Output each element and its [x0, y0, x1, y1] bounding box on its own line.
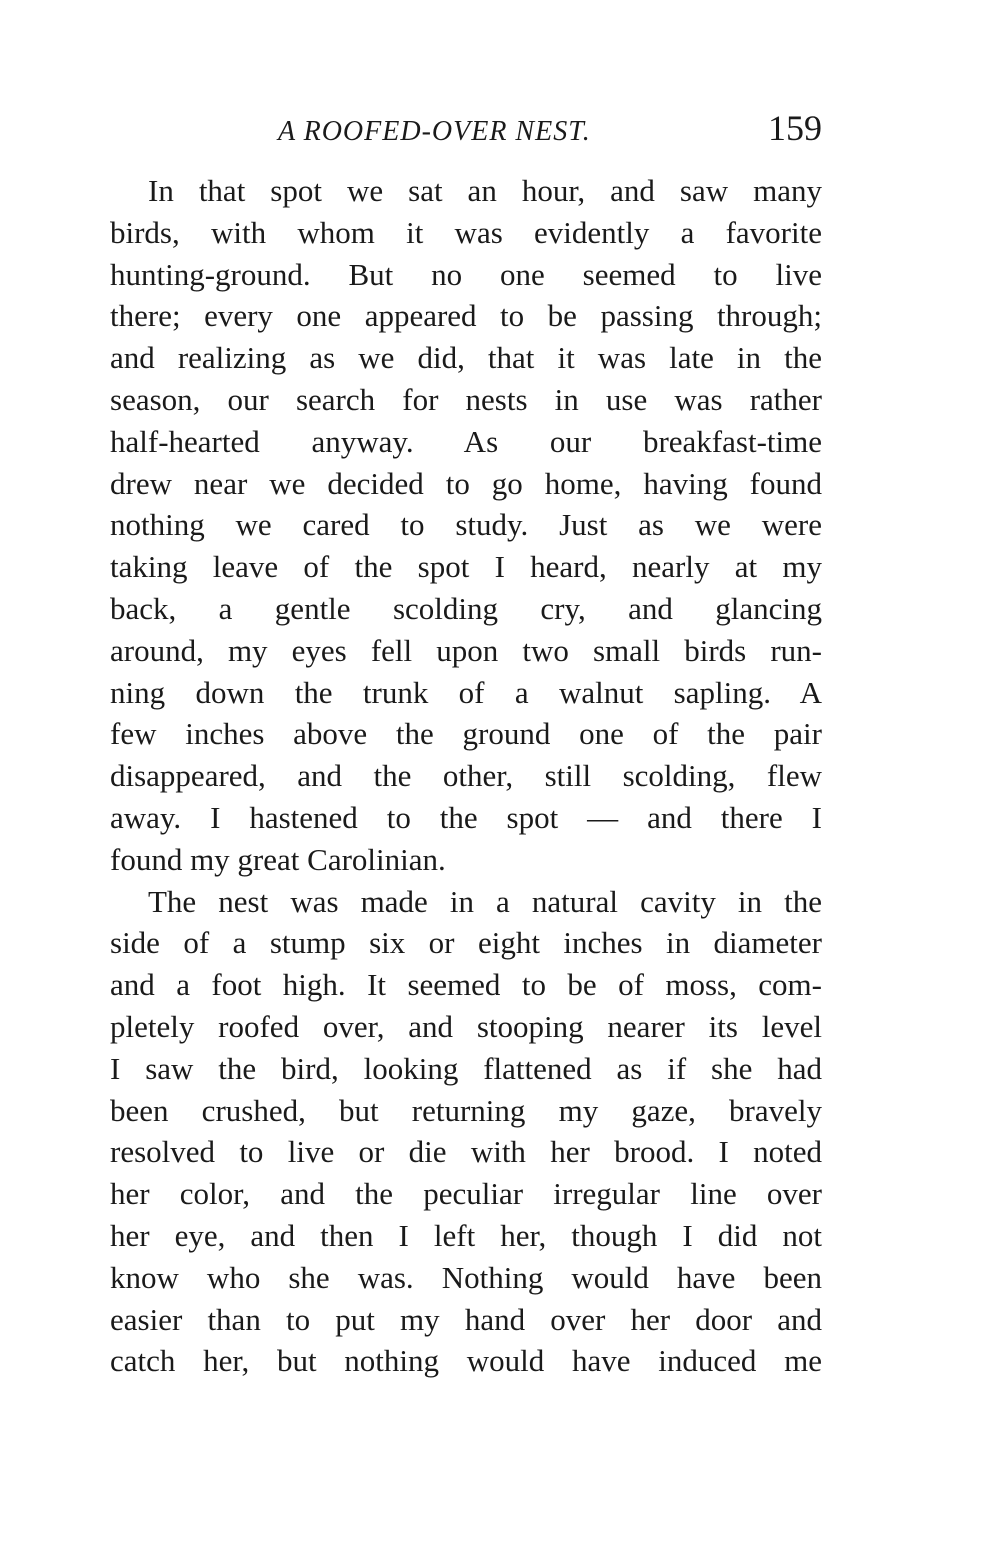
text-line: away. I hastened to the spot — and there I [110, 799, 822, 835]
body-text [110, 170, 822, 1382]
text-line: and a foot high. It seemed to be of moss, com- [110, 967, 822, 1003]
text-line: taking leave of the spot I heard, nearly at my [110, 549, 822, 585]
text-line: her eye, and then I left her, though I did not [110, 1217, 822, 1253]
text-line: In that spot we sat an hour, and saw many [148, 173, 822, 208]
text-line: back, a gentle scolding cry, and glancing [110, 590, 822, 626]
paragraph-1 [110, 170, 822, 881]
text-line: been crushed, but returning my gaze, bravely [110, 1092, 822, 1128]
text-line: around, my eyes fell upon two small birds run- [110, 632, 822, 668]
text-line: and realizing as we did, that it was late in the [110, 340, 822, 376]
text-line: hunting-ground. But no one seemed to live [110, 256, 822, 292]
text-line: nothing we cared to study. Just as we were [110, 507, 822, 543]
text-line: easier than to put my hand over her door and [110, 1301, 822, 1337]
text-line: found my great Carolinian. [110, 841, 446, 877]
text-line: resolved to live or die with her brood. I noted [110, 1134, 822, 1170]
page-number: 159 [768, 108, 822, 148]
text-line: The nest was made in a natural cavity in the [148, 883, 822, 919]
text-line: birds, with whom it was evidently a favorite [110, 214, 822, 250]
text-line: pletely roofed over, and stooping nearer its level [110, 1008, 822, 1044]
text-line: season, our search for nests in use was rather [110, 381, 822, 417]
running-head [110, 108, 822, 152]
text-line: know who she was. Nothing would have been [110, 1259, 822, 1295]
text-line: disappeared, and the other, still scolding, flew [110, 758, 822, 794]
text-line: I saw the bird, looking flattened as if she had [110, 1050, 822, 1086]
paragraph-2 [110, 881, 822, 1383]
text-line: her color, and the peculiar irregular line over [110, 1176, 822, 1212]
running-title: A ROOFED-OVER NEST. [278, 116, 591, 147]
text-line: there; every one appeared to be passing through; [110, 298, 822, 334]
text-line: drew near we decided to go home, having found [110, 465, 822, 501]
text-line: side of a stump six or eight inches in diameter [110, 925, 822, 961]
text-line: half-hearted anyway. As our breakfast-time [110, 423, 822, 459]
text-line: catch her, but nothing would have induced me [110, 1343, 822, 1379]
text-line: few inches above the ground one of the pair [110, 716, 822, 752]
text-line: ning down the trunk of a walnut sapling. A [110, 674, 822, 710]
